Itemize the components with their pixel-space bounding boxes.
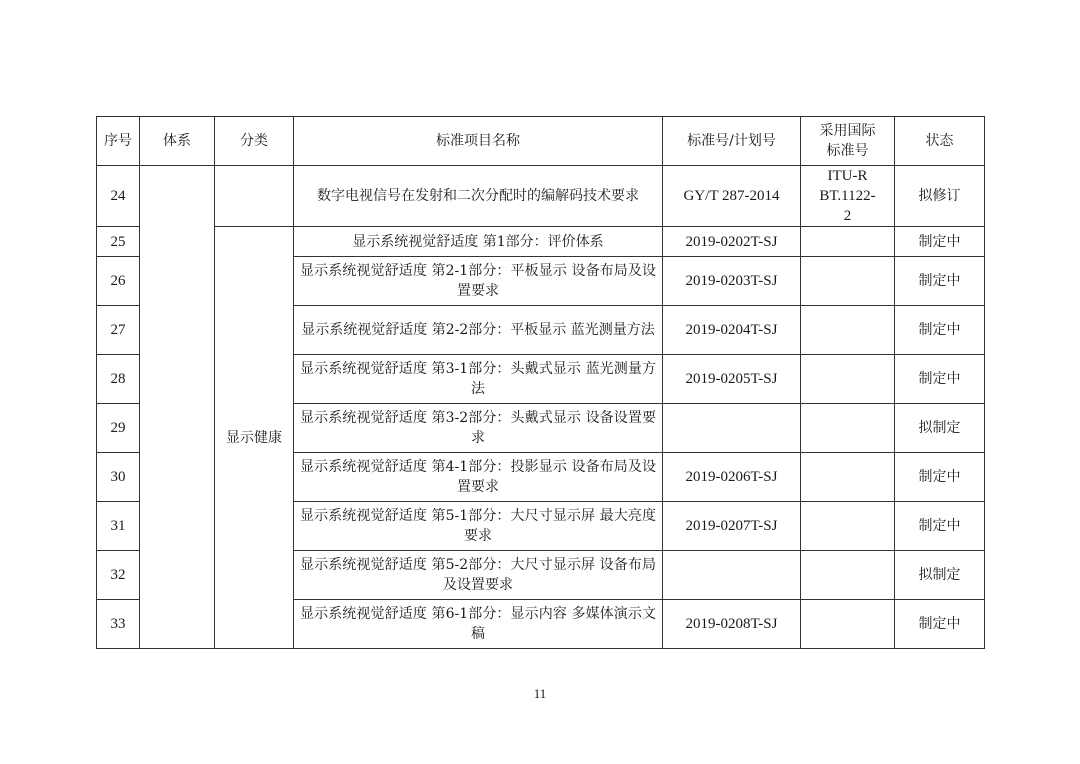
cell-name: 显示系统视觉舒适度 第1部分：评价体系 — [294, 227, 663, 257]
cell-status: 制定中 — [895, 306, 985, 355]
cell-no: 25 — [97, 227, 140, 257]
cell-no: 28 — [97, 355, 140, 404]
cell-status: 制定中 — [895, 227, 985, 257]
cell-code: 2019-0205T-SJ — [663, 355, 801, 404]
cell-name: 显示系统视觉舒适度 第2-1部分：平板显示 设备布局及设置要求 — [294, 257, 663, 306]
header-no: 序号 — [97, 117, 140, 166]
header-intl: 采用国际标准号 — [801, 117, 895, 166]
cell-intl — [801, 551, 895, 600]
header-system: 体系 — [140, 117, 215, 166]
cell-status: 制定中 — [895, 600, 985, 649]
cell-name: 显示系统视觉舒适度 第5-1部分：大尺寸显示屏 最大亮度要求 — [294, 502, 663, 551]
cell-name: 显示系统视觉舒适度 第5-2部分：大尺寸显示屏 设备布局及设置要求 — [294, 551, 663, 600]
cell-name: 显示系统视觉舒适度 第2-2部分：平板显示 蓝光测量方法 — [294, 306, 663, 355]
table-row — [97, 227, 985, 257]
cell-code — [663, 551, 801, 600]
header-code: 标准号/计划号 — [663, 117, 801, 166]
cell-status: 拟制定 — [895, 404, 985, 453]
cell-no: 33 — [97, 600, 140, 649]
cell-intl — [801, 600, 895, 649]
cell-intl — [801, 453, 895, 502]
cell-code: 2019-0208T-SJ — [663, 600, 801, 649]
cell-code — [663, 404, 801, 453]
cell-code: GY/T 287-2014 — [663, 166, 801, 227]
cell-category-display-health: 显示健康 — [215, 227, 294, 649]
cell-no: 32 — [97, 551, 140, 600]
table-header-row — [97, 117, 985, 166]
cell-system — [140, 166, 215, 649]
page-number: 11 — [533, 686, 547, 701]
cell-intl — [801, 404, 895, 453]
cell-status: 拟修订 — [895, 166, 985, 227]
cell-name: 显示系统视觉舒适度 第3-1部分：头戴式显示 蓝光测量方法 — [294, 355, 663, 404]
cell-intl: ITU-R BT.1122-2 — [801, 166, 895, 227]
header-name: 标准项目名称 — [294, 117, 663, 166]
cell-no: 27 — [97, 306, 140, 355]
cell-status: 制定中 — [895, 453, 985, 502]
cell-name: 显示系统视觉舒适度 第4-1部分：投影显示 设备布局及设置要求 — [294, 453, 663, 502]
cell-no: 26 — [97, 257, 140, 306]
standards-table — [96, 116, 985, 649]
cell-code: 2019-0207T-SJ — [663, 502, 801, 551]
cell-no: 31 — [97, 502, 140, 551]
cell-status: 制定中 — [895, 502, 985, 551]
cell-name: 数字电视信号在发射和二次分配时的编解码技术要求 — [294, 166, 663, 227]
table-row — [97, 166, 985, 227]
cell-category — [215, 166, 294, 227]
cell-status: 拟制定 — [895, 551, 985, 600]
cell-no: 24 — [97, 166, 140, 227]
cell-intl — [801, 257, 895, 306]
cell-status: 制定中 — [895, 355, 985, 404]
header-status: 状态 — [895, 117, 985, 166]
header-category: 分类 — [215, 117, 294, 166]
cell-intl — [801, 227, 895, 257]
cell-intl — [801, 502, 895, 551]
cell-code: 2019-0204T-SJ — [663, 306, 801, 355]
cell-name: 显示系统视觉舒适度 第3-2部分：头戴式显示 设备设置要求 — [294, 404, 663, 453]
cell-code: 2019-0203T-SJ — [663, 257, 801, 306]
cell-code: 2019-0206T-SJ — [663, 453, 801, 502]
cell-no: 30 — [97, 453, 140, 502]
cell-code: 2019-0202T-SJ — [663, 227, 801, 257]
cell-intl — [801, 355, 895, 404]
cell-name: 显示系统视觉舒适度 第6-1部分：显示内容 多媒体演示文稿 — [294, 600, 663, 649]
cell-no: 29 — [97, 404, 140, 453]
cell-intl — [801, 306, 895, 355]
cell-status: 制定中 — [895, 257, 985, 306]
